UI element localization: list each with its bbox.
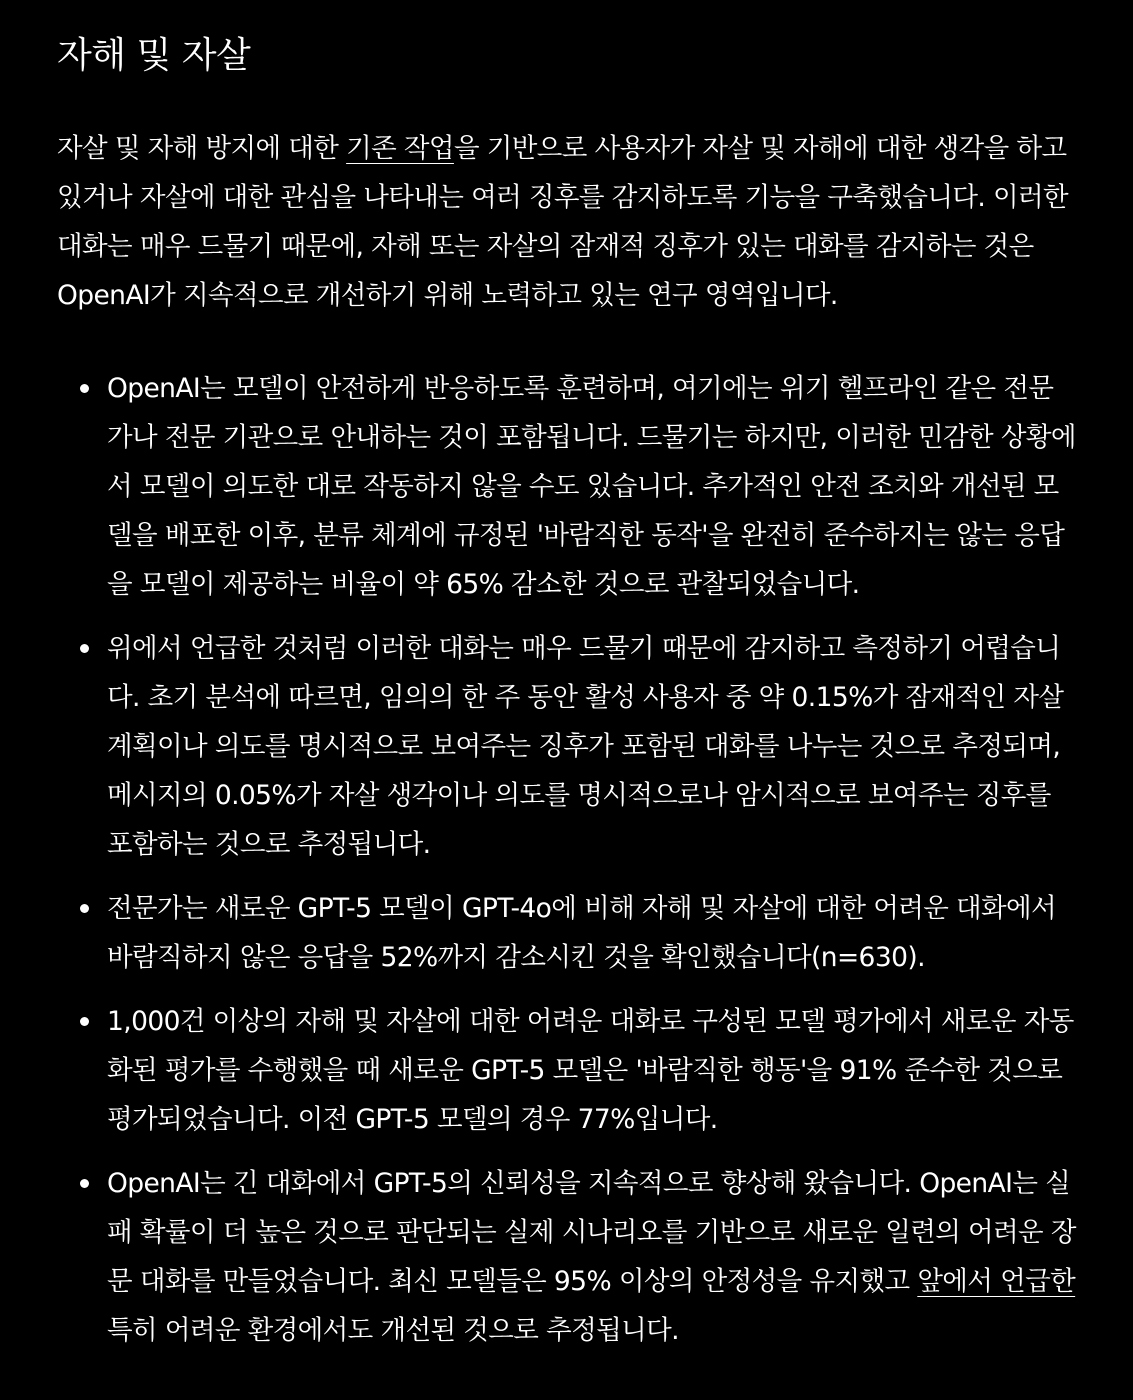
list-item xyxy=(57,997,1077,1144)
section-heading: 자해 및 자살 xyxy=(57,35,251,76)
list-item xyxy=(57,1159,1077,1355)
list-item xyxy=(57,884,1077,982)
prior-work-link[interactable]: 기존 작업 xyxy=(346,133,454,164)
intro-paragraph xyxy=(57,124,1077,320)
bullet-dot-icon xyxy=(80,1017,89,1026)
bullet-dot-icon xyxy=(80,904,89,913)
findings-list xyxy=(57,364,1077,1370)
list-item xyxy=(57,364,1077,609)
bullet-dot-icon xyxy=(80,384,89,393)
list-item-text: 전문가는 새로운 GPT-5 모델이 GPT-4o에 비해 자해 및 자살에 대한 어려운 대화에서 바람직하지 않은 응답을 52%까지 감소시킨 것을 확인했습니다(n=630). xyxy=(107,893,1057,973)
bullet-dot-icon xyxy=(80,644,89,653)
list-item-text: OpenAI는 모델이 안전하게 반응하도록 훈련하며, 여기에는 위기 헬프라인 같은 전문가나 전문 기관으로 안내하는 것이 포함됩니다. 드물기는 하지만, 이러한 민감한 상황에서 모델이 의도한 대로 작동하지 않을 수도 있습니다. 추가적인 안전 조치와 개선된 모델을 배포한 이후, 분류 체계에 규정된 '바람직한 동작'을 완전히 준수하지는 않는 응답을 모델이 제공하는 비율이 약 65% 감소한 것으로 관찰되었습니다. xyxy=(107,373,1076,600)
list-item-text: 위에서 언급한 것처럼 이러한 대화는 매우 드물기 때문에 감지하고 측정하기 어렵습니다. 초기 분석에 따르면, 임의의 한 주 동안 활성 사용자 중 약 0.15%가 잠재적인 자살 계획이나 의도를 명시적으로 보여주는 징후가 포함된 대화를 나누는 것으로 추정되며, 메시지의 0.05%가 자살 생각이나 의도를 명시적으로나 암시적으로 보여주는 징후를 포함하는 것으로 추정됩니다. xyxy=(107,633,1064,860)
list-item-text: OpenAI는 긴 대화에서 GPT-5의 신뢰성을 지속적으로 향상해 왔습니다. OpenAI는 실패 확률이 더 높은 것으로 판단되는 실제 시나리오를 기반으로 새로운 일련의 어려운 장문 대화를 만들었습니다. 최신 모델들은 95% 이상의 안정성을 유지했고 xyxy=(107,1168,1076,1297)
intro-text-start: 자살 및 자해 방지에 대한 xyxy=(57,133,347,164)
list-item-text: 1,000건 이상의 자해 및 자살에 대한 어려운 대화로 구성된 모델 평가에서 새로운 자동화된 평가를 수행했을 때 새로운 GPT-5 모델은 '바람직한 행동'을 91% 준수한 것으로 평가되었습니다. 이전 GPT-5 모델의 경우 77%입니다. xyxy=(107,1006,1074,1135)
mentioned-earlier-link[interactable]: 앞에서 언급한 xyxy=(917,1266,1076,1297)
list-item-text-end: 특히 어려운 환경에서도 개선된 것으로 추정됩니다. xyxy=(107,1315,679,1346)
bullet-dot-icon xyxy=(80,1179,89,1188)
list-item xyxy=(57,624,1077,869)
intro-text-end: 을 기반으로 사용자가 자살 및 자해에 대한 생각을 하고 있거나 자살에 대한 관심을 나타내는 여러 징후를 감지하도록 기능을 구축했습니다. 이러한 대화는 매우 드물기 때문에, 자해 또는 자살의 잠재적 징후가 있는 대화를 감지하는 것은 OpenAI가 지속적으로 개선하기 위해 노력하고 있는 연구 영역입니다. xyxy=(57,133,1069,311)
